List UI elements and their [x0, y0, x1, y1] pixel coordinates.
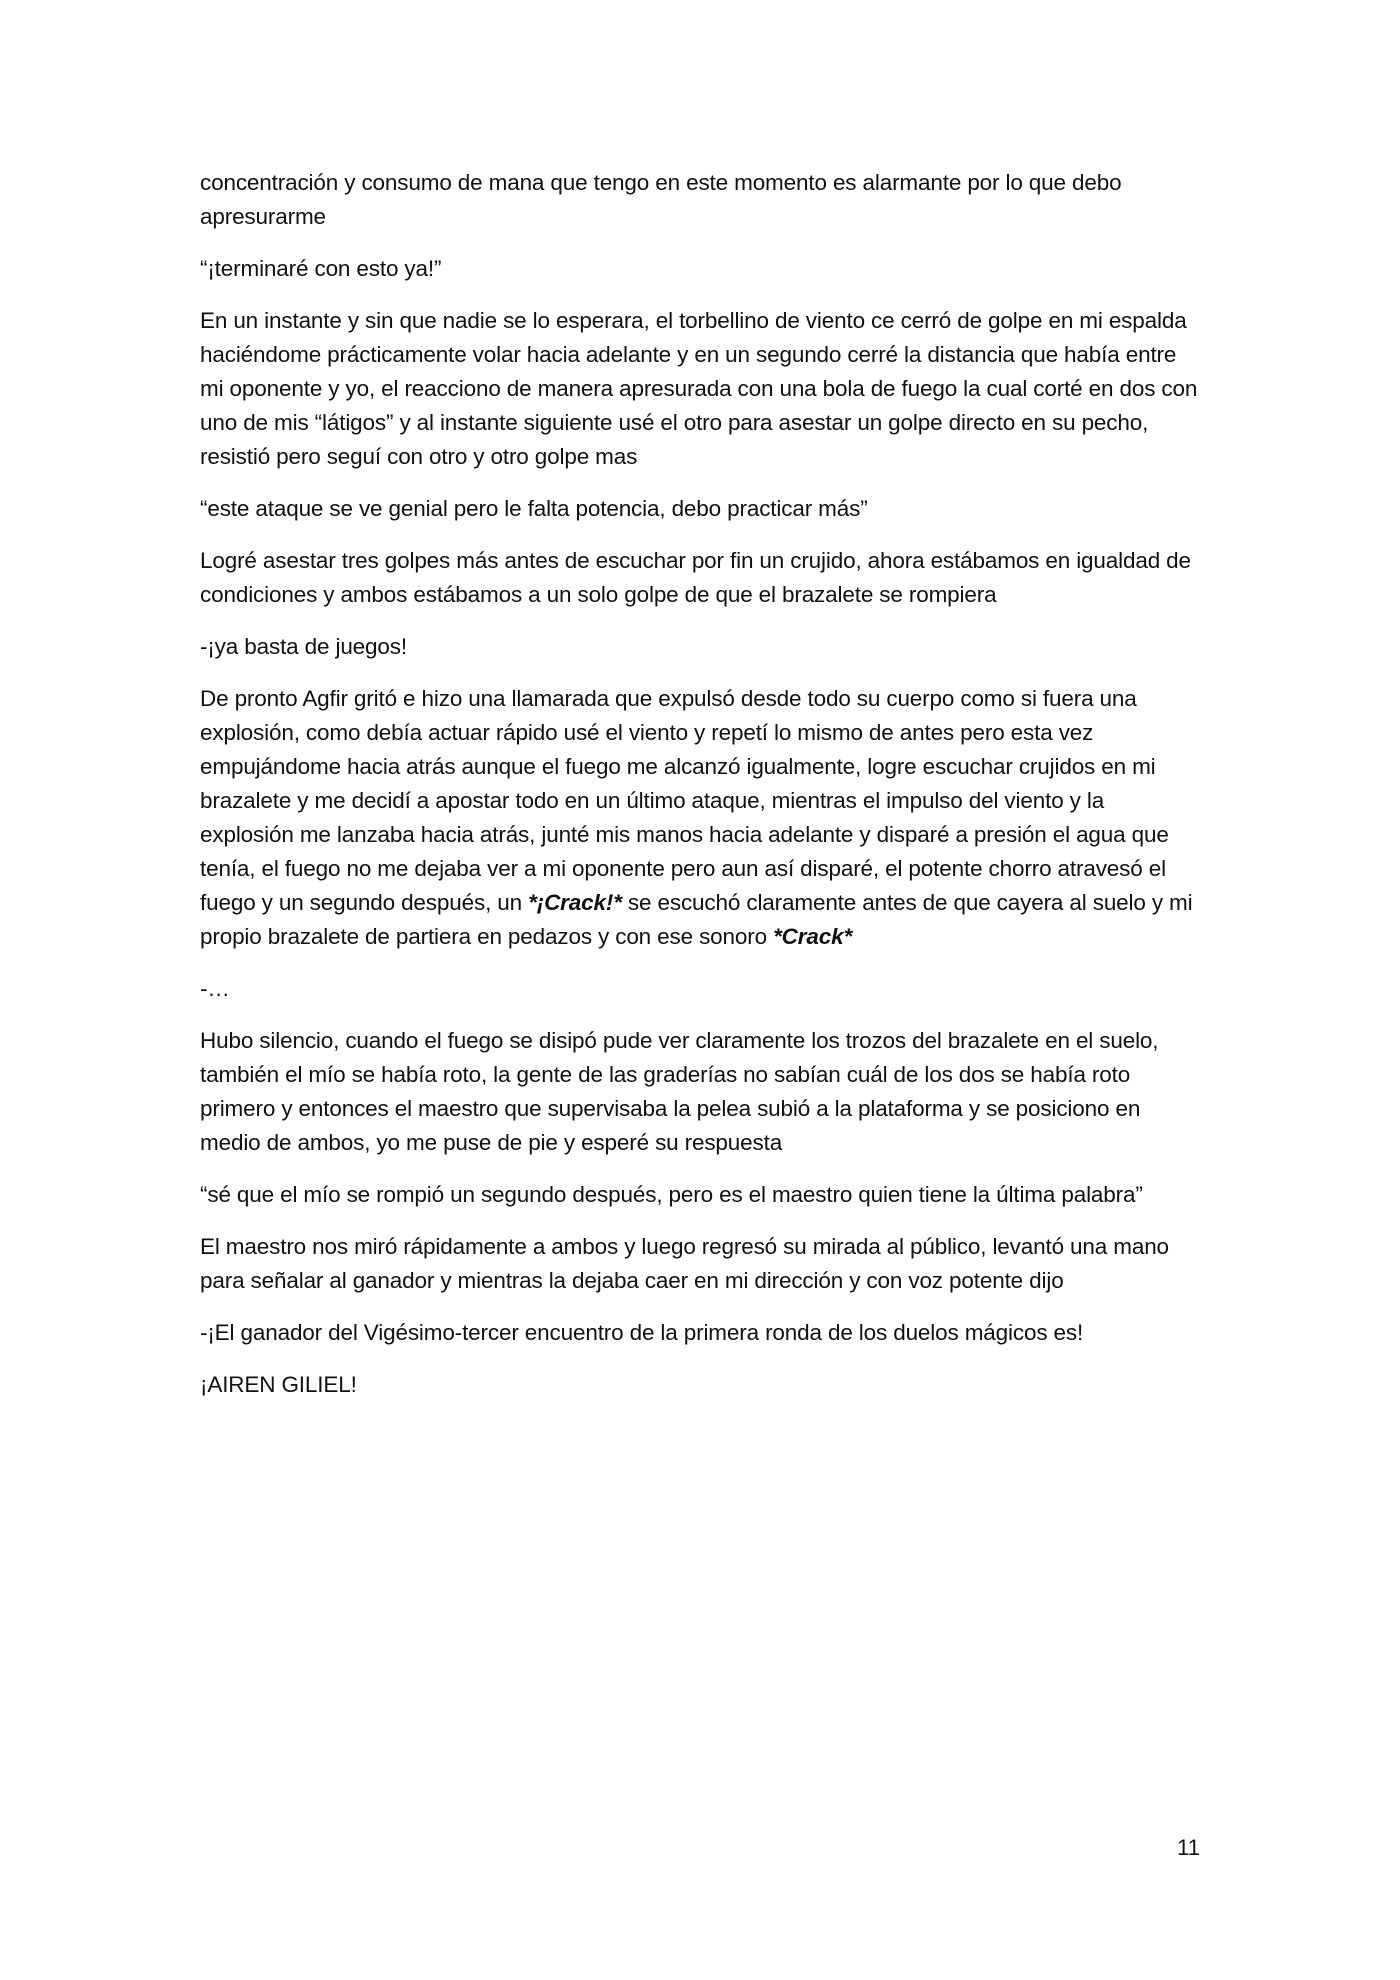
paragraph-10: “sé que el mío se rompió un segundo después, pero es el maestro quien tiene la última palabra”	[200, 1182, 1143, 1207]
paragraph-7-text-b: se escuchó claramente antes de que cayera al suelo y mi propio brazalete de partiera en pedazos y con ese sonoro	[200, 890, 1193, 949]
paragraph-12: -¡El ganador del Vigésimo-tercer encuentro de la primera ronda de los duelos mágicos es!	[200, 1320, 1084, 1345]
page-number: 11	[1177, 1835, 1200, 1860]
paragraph-8: -…	[200, 976, 230, 1001]
paragraph-11: El maestro nos miró rápidamente a ambos y luego regresó su mirada al público, levantó una mano para señalar al ganador y mientras la dejaba caer en mi dirección y con voz potente dijo	[200, 1234, 1169, 1293]
paragraph-1: concentración y consumo de mana que tengo en este momento es alarmante por lo que debo apresurarme	[200, 170, 1122, 229]
paragraph-5: Logré asestar tres golpes más antes de escuchar por fin un crujido, ahora estábamos en igualdad de condiciones y ambos estábamos a un solo golpe de que el brazalete se rompiera	[200, 548, 1191, 607]
crack-sound-2: *Crack*	[773, 924, 853, 949]
paragraph-6: -¡ya basta de juegos!	[200, 634, 407, 659]
paragraph-2: “¡terminaré con esto ya!”	[200, 256, 442, 281]
crack-sound-1: *¡Crack!*	[528, 890, 622, 915]
paragraph-3: En un instante y sin que nadie se lo esperara, el torbellino de viento ce cerró de golpe en mi espalda haciéndome prácticamente volar hacia adelante y en un segundo cerré la distancia que había entre mi oponente y yo, el reacciono de manera apresurada con una bola de fuego la cual corté en dos con uno de mis “látigos” y al instante siguiente usé el otro para asestar un golpe directo en su pecho, resistió pero seguí con otro y otro golpe mas	[200, 308, 1198, 469]
paragraph-7	[200, 682, 1202, 954]
paragraph-9: Hubo silencio, cuando el fuego se disipó pude ver claramente los trozos del brazalete en el suelo, también el mío se había roto, la gente de las graderías no sabían cuál de los dos se había roto primero y entonces el maestro que supervisaba la pelea subió a la plataforma y se posiciono en medio de ambos, yo me puse de pie y esperé su respuesta	[200, 1028, 1159, 1155]
body-text	[200, 166, 1202, 1420]
paragraph-13: ¡AIREN GILIEL!	[200, 1372, 357, 1397]
paragraph-4: “este ataque se ve genial pero le falta potencia, debo practicar más”	[200, 496, 868, 521]
paragraph-7-text-a: De pronto Agfir gritó e hizo una llamarada que expulsó desde todo su cuerpo como si fuera una explosión, como debía actuar rápido usé el viento y repetí lo mismo de antes pero esta vez empujándome hacia atrás aunque el fuego me alcanzó igualmente, logre escuchar crujidos en mi brazalete y me decidí a apostar todo en un último ataque, mientras el impulso del viento y la explosión me lanzaba hacia atrás, junté mis manos hacia adelante y disparé a presión el agua que tenía, el fuego no me dejaba ver a mi oponente pero aun así disparé, el potente chorro atravesó el fuego y un segundo después, un	[200, 686, 1169, 915]
